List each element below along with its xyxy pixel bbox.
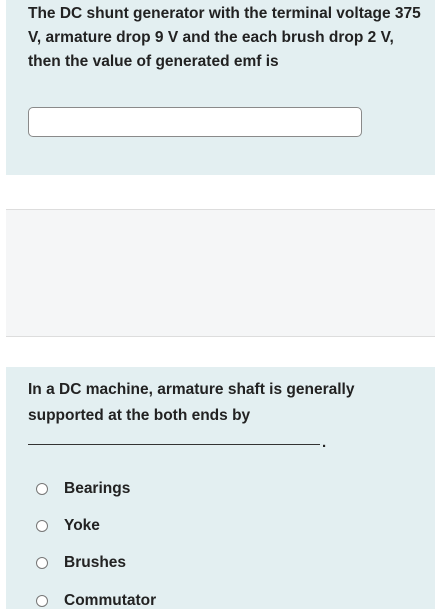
fill-in-blank-line bbox=[28, 444, 320, 445]
spacer bbox=[6, 175, 435, 209]
spacer bbox=[6, 337, 435, 367]
option-label: Yoke bbox=[64, 517, 100, 534]
question-2-text: In a DC machine, armature shaft is generally supported at the both ends by bbox=[28, 381, 355, 424]
radio-button-icon[interactable] bbox=[36, 557, 48, 569]
option-label: Bearings bbox=[64, 480, 131, 497]
answer-input[interactable] bbox=[28, 107, 362, 137]
radio-button-icon[interactable] bbox=[36, 483, 48, 495]
option-bearings[interactable] bbox=[36, 478, 130, 500]
option-label: Brushes bbox=[64, 554, 127, 571]
option-label: Commutator bbox=[64, 592, 157, 609]
blank-period: . bbox=[322, 434, 327, 451]
option-commutator[interactable] bbox=[36, 590, 156, 609]
radio-button-icon[interactable] bbox=[36, 595, 48, 607]
question-1-text: The DC shunt generator with the terminal voltage 375 V, armature drop 9 V and the each brush drop 2 V, then the value of generated emf is bbox=[28, 5, 421, 70]
option-yoke[interactable] bbox=[36, 515, 100, 537]
empty-figure-area bbox=[6, 209, 435, 337]
question-card-2 bbox=[6, 367, 435, 609]
option-brushes[interactable] bbox=[36, 552, 126, 574]
radio-button-icon[interactable] bbox=[36, 520, 48, 532]
question-card-1 bbox=[6, 0, 435, 175]
